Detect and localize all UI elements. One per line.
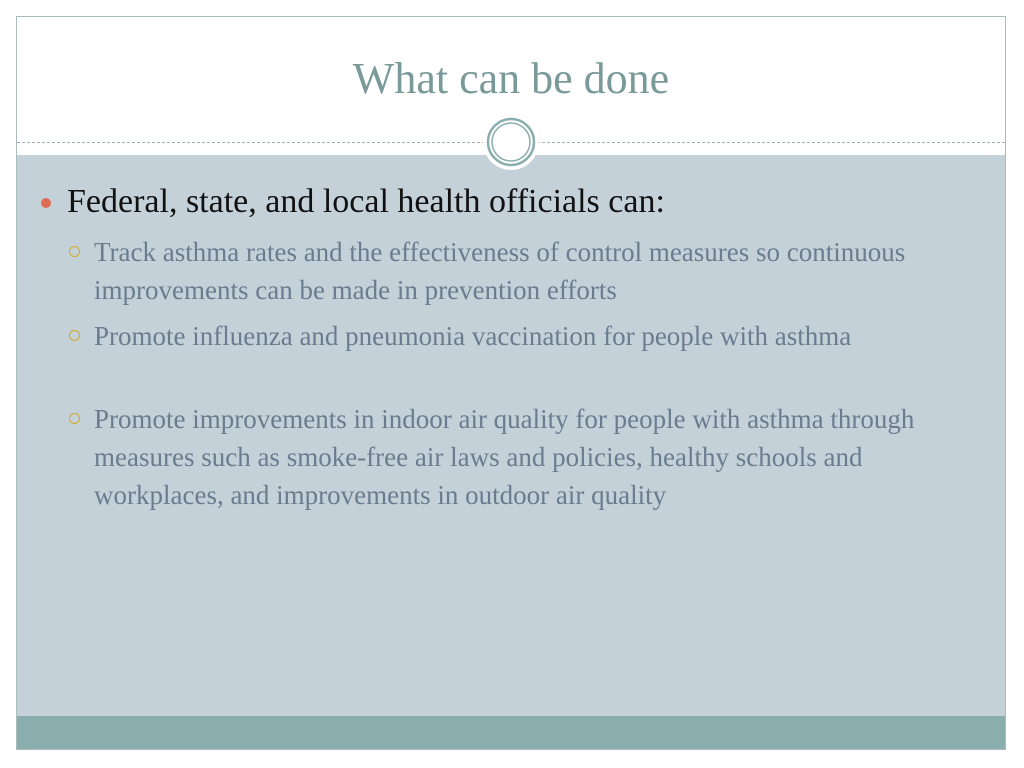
main-bullet-text: Federal, state, and local health officials can: bbox=[67, 183, 665, 220]
main-bullet bbox=[41, 181, 665, 223]
ring-bullet-icon bbox=[69, 330, 80, 341]
sub-bullet bbox=[69, 317, 979, 355]
ring-bullet-icon bbox=[69, 246, 80, 257]
sub-bullet-text: Promote influenza and pneumonia vaccination for people with asthma bbox=[94, 321, 852, 351]
sub-bullet-text: Promote improvements in indoor air quality for people with asthma through measures such as smoke-free air laws and policies, healthy schools and workplaces, and improvements in outdoor air quality bbox=[94, 404, 915, 510]
circle-ornament-icon bbox=[482, 113, 540, 171]
ring-bullet-icon bbox=[69, 413, 80, 424]
dot-bullet-icon bbox=[41, 198, 51, 208]
sub-bullet-text: Track asthma rates and the effectiveness of control measures so continuous improvements can be made in prevention efforts bbox=[94, 237, 906, 305]
slide-title: What can be done bbox=[352, 54, 670, 103]
sub-bullet bbox=[69, 233, 979, 309]
footer-band bbox=[17, 716, 1005, 750]
slide bbox=[16, 16, 1006, 750]
sub-bullet bbox=[69, 400, 979, 514]
